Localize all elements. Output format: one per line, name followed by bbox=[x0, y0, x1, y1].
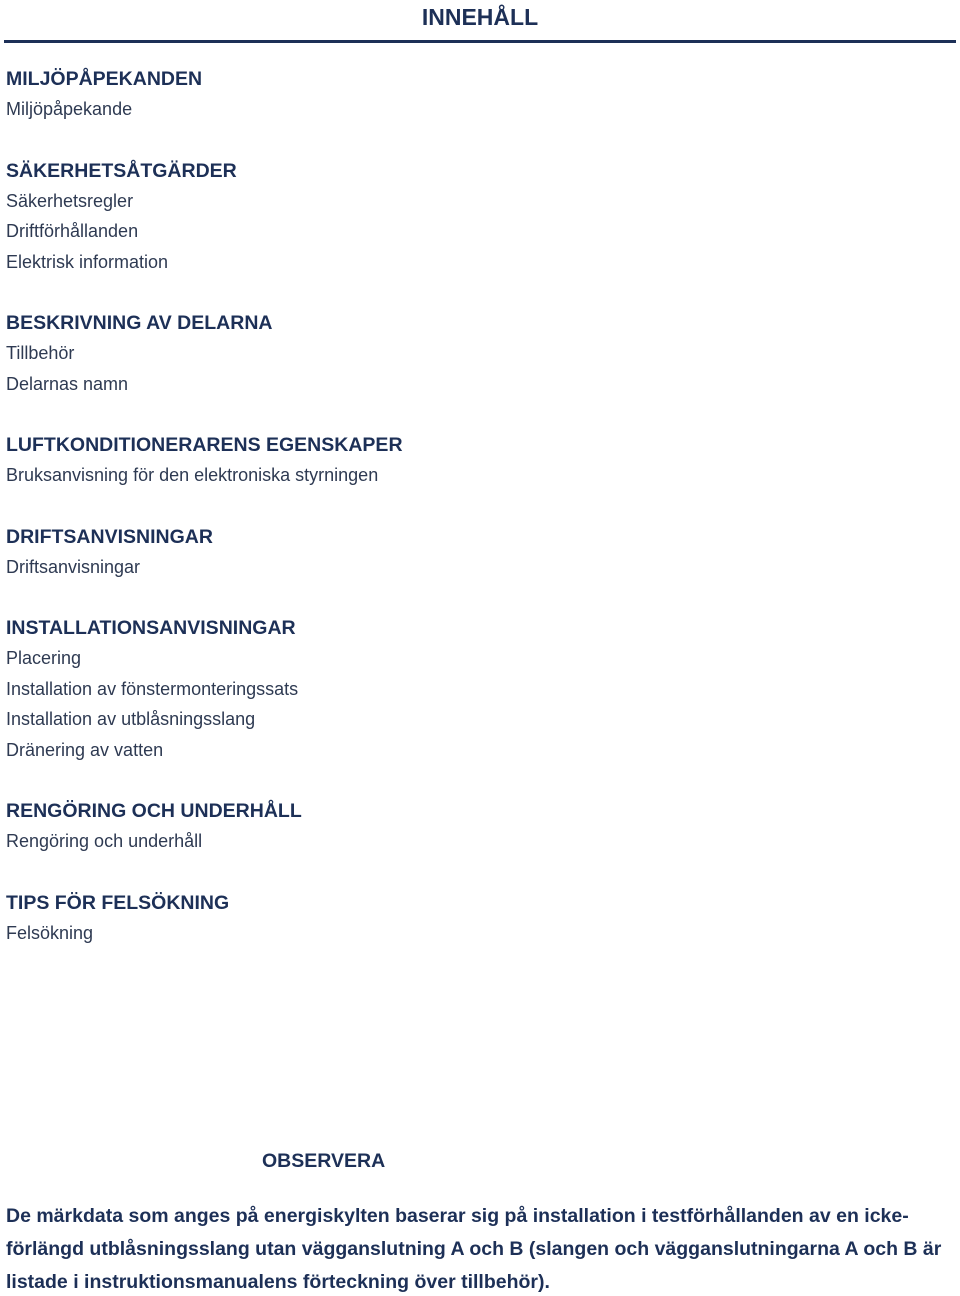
toc-entry: Delarnas namn bbox=[6, 373, 129, 394]
toc-entry: Säkerhetsregler bbox=[6, 190, 134, 211]
toc-entry: Driftförhållanden bbox=[6, 221, 139, 241]
toc-section-heading: TIPS FÖR FELSÖKNING bbox=[6, 891, 230, 914]
toc-entry: Tillbehör bbox=[6, 343, 75, 363]
toc-section-heading: LUFTKONDITIONERARENS EGENSKAPER bbox=[6, 434, 403, 456]
toc-entry: Miljöpåpekande bbox=[6, 99, 133, 119]
toc-section bbox=[6, 796, 946, 857]
notice-title: OBSERVERA bbox=[262, 1150, 386, 1172]
toc-entry: Driftsanvisningar bbox=[6, 556, 141, 577]
toc-entry: Placering bbox=[6, 648, 82, 668]
toc-section bbox=[6, 888, 946, 949]
toc-section bbox=[6, 522, 946, 583]
toc-section bbox=[6, 156, 946, 278]
toc-entry: Rengöring och underhåll bbox=[6, 831, 203, 851]
toc-entry: Installation av fönstermonteringssats bbox=[6, 678, 299, 699]
toc-section-heading: RENGÖRING OCH UNDERHÅLL bbox=[6, 800, 302, 822]
table-of-contents bbox=[6, 64, 946, 979]
title-divider bbox=[4, 40, 956, 43]
toc-entry: Elektrisk information bbox=[6, 251, 169, 272]
page-title: INNEHÅLL bbox=[421, 4, 539, 30]
toc-entry: Installation av utblåsningsslang bbox=[6, 709, 256, 729]
toc-section bbox=[6, 430, 946, 491]
toc-section-heading: SÄKERHETSÅTGÄRDER bbox=[6, 159, 237, 182]
toc-section-heading: DRIFTSANVISNINGAR bbox=[6, 525, 213, 548]
notice-text: De märkdata som anges på energiskylten baserar sig på installation i testförhållanden av en icke-förlängd utblåsningsslang utan vägganslutning A och B (slangen och vägganslutningarna A och B är listade i instruktionsmanualens förteckning över tillbehör). bbox=[6, 1205, 942, 1293]
toc-entry: Bruksanvisning för den elektroniska styrningen bbox=[6, 465, 379, 485]
toc-entry: Dränering av vatten bbox=[6, 739, 164, 760]
toc-section-heading: INSTALLATIONSANVISNINGAR bbox=[6, 617, 296, 639]
toc-section bbox=[6, 613, 946, 765]
toc-entry: Felsökning bbox=[6, 922, 94, 943]
toc-section-heading: BESKRIVNING AV DELARNA bbox=[6, 312, 273, 334]
toc-section-heading: MILJÖPÅPEKANDEN bbox=[6, 68, 203, 90]
toc-section bbox=[6, 308, 946, 399]
toc-section bbox=[6, 64, 946, 125]
